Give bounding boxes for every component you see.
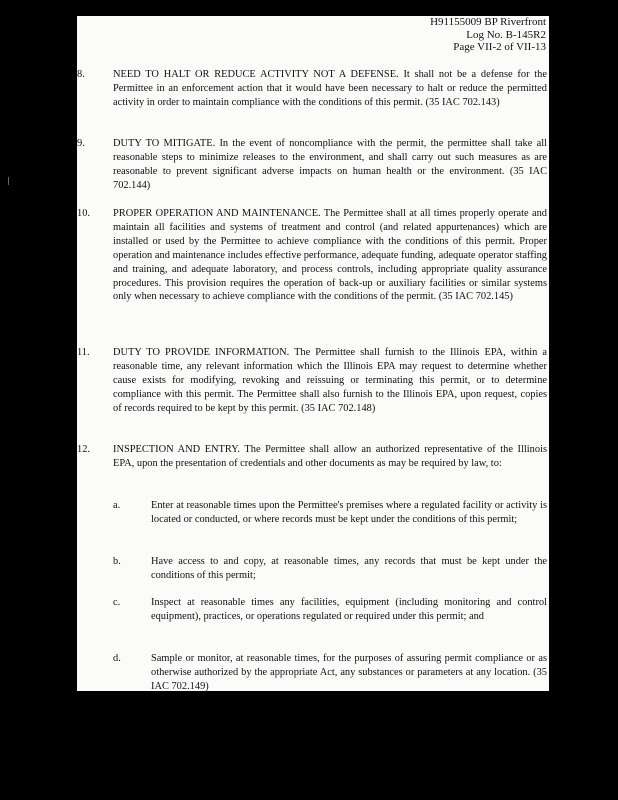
- subitem-label: b.: [113, 556, 121, 567]
- subitem-label: d.: [113, 653, 121, 664]
- item-body: The Permittee shall at all times properly operate and maintain all facilities and systems of treatment and control (and related appurtenances) which are installed or used by the Permittee to achieve compliance with the conditions of this permit. Proper operation and maintenance includes effective performance, adequate funding, adequate operator staffing and training, and adequate laboratory, and process controls, including appropriate quality assurance procedures. This provision requires the operation of back-up or auxiliary facilities or similar systems only when necessary to achieve compliance with the conditions of the permit. (35 IAC 702.145): [113, 208, 547, 303]
- header-log-number: Log No. B-145R2: [466, 28, 546, 41]
- item-title: INSPECTION AND ENTRY.: [113, 444, 241, 455]
- subitem-text: Enter at reasonable times upon the Permittee's premises where a regulated facility or activity is located or conducted, or where records must be kept under the conditions of this permit;: [151, 500, 547, 525]
- subitem-label: a.: [113, 500, 121, 511]
- item-number: 9.: [77, 138, 85, 149]
- item-number: 8.: [77, 69, 85, 80]
- item-body: It shall not be a defense for the Permittee in an enforcement action that it would have been necessary to halt or reduce the permitted activity in order to maintain compliance with the conditions of this permit. (35 IAC 702.143): [113, 69, 547, 108]
- item-body: The Permittee shall furnish to the Illinois EPA, within a reasonable time, any relevant information which the Illinois EPA may request to determine whether cause exists for modifying, revoking and reissuing or terminating this permit, or to determine compliance with this permit. The Permittee shall also furnish to the Illinois EPA, upon request, copies of records required to be kept by this permit. (35 IAC 702.148): [113, 347, 547, 414]
- document-page: [77, 16, 549, 691]
- subitem-label: c.: [113, 597, 121, 608]
- page-header: [430, 16, 546, 54]
- subitem-text: Inspect at reasonable times any facilities, equipment (including monitoring and control equipment), practices, or operations regulated or required under this permit; and: [151, 597, 547, 622]
- item-title: NEED TO HALT OR REDUCE ACTIVITY NOT A DEFENSE.: [113, 69, 399, 80]
- scan-edge-mark: [8, 177, 9, 185]
- item-number: 10.: [77, 208, 90, 219]
- item-body: The Permittee shall allow an authorized representative of the Illinois EPA, upon the presentation of credentials and other documents as may be required by law, to:: [113, 444, 548, 469]
- item-number: 12.: [77, 444, 90, 455]
- item-title: DUTY TO PROVIDE INFORMATION.: [113, 347, 290, 358]
- item-title: DUTY TO MITIGATE.: [113, 138, 216, 149]
- subitem-text: Sample or monitor, at reasonable times, for the purposes of assuring permit compliance or as otherwise authorized by the appropriate Act, any substances or parameters at any location. (35 IAC 702.149): [151, 653, 547, 691]
- subitem-text: Have access to and copy, at reasonable times, any records that must be kept under the conditions of this permit;: [151, 556, 547, 581]
- item-number: 11.: [77, 347, 90, 358]
- header-page-number: Page VII-2 of VII-13: [453, 41, 546, 53]
- item-title: PROPER OPERATION AND MAINTENANCE.: [113, 208, 321, 219]
- item-body: In the event of noncompliance with the permit, the permittee shall take all reasonable steps to minimize releases to the environment, and shall carry out such measures as are reasonable to prevent significant adverse impacts on human health or the environment. (35 IAC 702.144): [113, 138, 547, 191]
- header-permit-line: H91155009 BP Riverfront: [430, 16, 546, 28]
